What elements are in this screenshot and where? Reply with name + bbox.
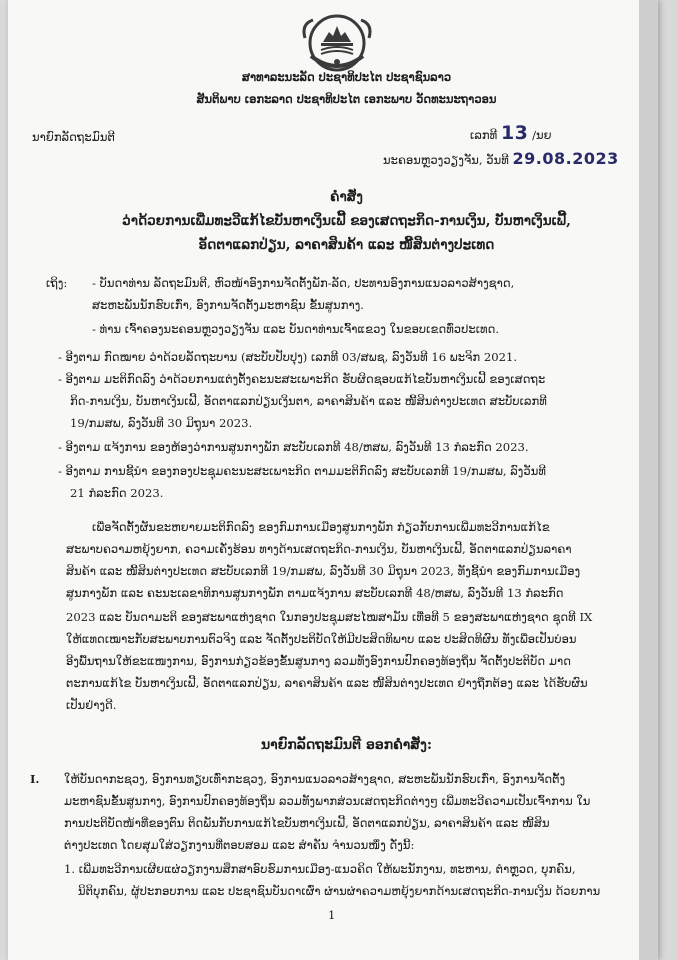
section-line: ການປະຕິບັດໜ້າທີ່ຂອງຕົນ ຕິດພັນກັບການແກ້ໄຂບັນຫາເງິນເຟີ້, ອັດຕາແລກປ່ຽນ, ລາຄາສິນຄ້າ ແລະ ໜີ້ສິນ: [64, 816, 550, 830]
issuing-office: ນາຍົກລັດຖະມົນຕີ: [32, 130, 115, 144]
national-emblem-icon: [299, 12, 375, 74]
body-line: ສິນຄ້າ ແລະ ໜີ້ສິນຕ່າງປະເທດ ສະບັບເລກທີ 19/ກມສພ, ລົງວັນທີ 30 ມິຖຸນາ 2023, ທັງຊີ້ນຳ ຂອງກົມການເມືອງ: [66, 564, 581, 578]
reference-item: - ອີງຕາມ ກົດໝາຍ ວ່າດ້ວຍລັດຖະບານ (ສະບັບປັບປຸງ) ເລກທີ 03/ສພຊ, ລົງວັນທີ 16 ພະຈິກ 2021.: [58, 350, 518, 364]
body-line: 2023 ແລະ ບັນດາມະຕິ ຂອງສະພາແຫ່ງຊາດ ໃນກອງປະຊຸມສະໄໝສາມັນ ເທື່ອທີ 5 ຂອງສະພາແຫ່ງຊາດ ຊຸດທີ IX: [66, 610, 593, 624]
document-page: [8, 0, 658, 960]
body-line: ຕະການແກ້ໄຂ ບັນຫາເງິນເຟີ້, ອັດຕາແລກປ່ຽນ, ລາຄາສິນຄ້າ ແລະ ໜີ້ສິນຕ່າງປະເທດ ຢ່າງຖືກຕ້ອງ ແລະ ໄດ້ຮັບຜົນ: [66, 676, 588, 690]
addressee-line: - ທ່ານ ເຈົ້າຄອງນະຄອນຫຼວງວຽງຈັນ ແລະ ບັນດາທ່ານເຈົ້າແຂວງ ໃນຂອບເຂດທົ່ວປະເທດ.: [92, 322, 500, 336]
reference-item: - ອີງຕາມ ແຈ້ງການ ຂອງຫ້ອງວ່າການສູນກາງພັກ ສະບັບເລກທີ 48/ຫສພ, ລົງວັນທີ 13 ກໍລະກົດ 2023.: [58, 440, 529, 454]
body-line: ສູນກາງພັກ ແລະ ຄະນະເລຂາທິການສູນກາງພັກ ຕາມແຈ້ງການ ສະບັບເລກທີ 48/ຫສພ, ລົງວັນທີ 13 ກໍລະກົດ: [66, 586, 564, 600]
document-date: [383, 148, 619, 171]
order-subject-line1: ວ່າດ້ວຍການເພີ່ມທະວີແກ້ໄຂບັນຫາເງິນເຟີ້ ຂອງເສດຖະກິດ-ການເງິນ, ບັນຫາເງິນເຟີ້,: [122, 213, 571, 229]
reference-item-cont: 19/ກມສພ, ລົງວັນທີ 30 ມິຖຸນາ 2023.: [70, 416, 253, 430]
addressee-label: ເຖິງ:: [46, 276, 68, 290]
addressee-line: ສະຫະພັນນັກຮົບເກົ່າ, ອົງການຈັດຕັ້ງມະຫາຊົນ ຂັ້ນສູນກາງ.: [92, 298, 364, 312]
body-line: ເປັນຢ່າງດີ.: [66, 698, 117, 712]
national-motto: ສັນຕິພາບ ເອກະລາດ ປະຊາທິປະໄຕ ເອກະພາບ ວັດທະນະຖາວອນ: [196, 92, 497, 106]
section-line: ມະຫາຊົນຂັ້ນສູນກາງ, ອົງການປົກຄອງທ້ອງຖິ່ນ ລວມທັງພາກສ່ວນເສດຖະກິດຕ່າງໆ ເພີ່ມທະວີຄວາມເປັນເຈົ້າການ ໃນ: [64, 794, 591, 808]
section-line: ຕ່າງປະເທດ ໂດຍສຸມໃສ່ວຽກງານທີ່ຕອບສອມ ແລະ ສຳຄັນ ຈຳນວນໜຶ່ງ ດັ່ງນີ້:: [64, 838, 415, 852]
body-line: ໃຫ້ແທດເໝາະກັບສະພາບການຕົວຈິງ ແລະ ຈັດຕັ້ງປະຕິບັດໃຫ້ມີປະສິດທິພາບ ແລະ ປະສິດທິຜົນ ທັງເພື່ອເປັນບ່ອນ: [66, 632, 577, 646]
page-edge: [639, 0, 658, 960]
body-line: ສະພາບຄວາມຫຍຸ້ງຍາກ, ຄວາມເຄັ່ງຮ້ອນ ທາງດ້ານເສດຖະກິດ-ການເງິນ, ບັນຫາເງິນເຟີ້, ອັດຕາແລກປ່ຽນລາຄາ: [66, 542, 572, 556]
reference-item: - ອີງຕາມ ມະຕິກົດລົງ ວ່າດ້ວຍການແຕ່ງຕັ້ງຄະນະສະເພາະກິດ ຮັບຜິດຊອບແກ້ໄຂບັນຫາເງິນເຟີ້ ຂອງເສດຖະ: [58, 372, 546, 386]
document-number: [470, 122, 552, 146]
number-prefix: ເລກທີ: [470, 128, 498, 142]
section-number: I.: [30, 772, 40, 786]
date-prefix: ນະຄອນຫຼວງວຽງຈັນ, ວັນທີ: [383, 153, 509, 167]
section-line: ໃຫ້ບັນດາກະຊວງ, ອົງການທຽບເທົ່າກະຊວງ, ອົງການແນວລາວສ້າງຊາດ, ສະຫະພັນນັກຮົບເກົ່າ, ອົງການຈັດຕັ້ງ: [64, 772, 566, 786]
number-value: 13: [500, 122, 529, 144]
body-line: ເພື່ອຈັດຕັ້ງຜັນຂະຫຍາຍມະຕິກົດລົງ ຂອງກົມການເມືອງສູນກາງພັກ ກ່ຽວກັບການເພີ່ມທະວີການແກ້ໄຂ: [92, 520, 550, 534]
date-value: 29.08.2023: [512, 149, 619, 168]
number-suffix: /ນຍ: [532, 128, 552, 142]
reference-item: - ອີງຕາມ ການຊີ້ນຳ ຂອງກອງປະຊຸມຄະນະສະເພາະກິດ ຕາມມະຕິກົດລົງ ສະບັບເລກທີ 19/ກມສພ, ລົງວັນທີ: [58, 464, 546, 478]
body-line: ອີງພື້ນຖານໃຫ້ຂະແໜງການ, ອົງການກ່ຽວຂ້ອງຂັ້ນສູນກາງ ລວມທັງອົງການປົກຄອງທ້ອງຖິ່ນ ຈັດຕັ້ງປະຕິບັດ ມາດ: [66, 654, 571, 668]
reference-item-cont: ກິດ-ການເງິນ, ບັນຫາເງິນເຟີ້, ອັດຕາແລກປ່ຽນເງິນຕາ, ລາຄາສິນຄ້າ ແລະ ໜີ້ສິນຕ່າງປະເທດ ສະບັບເລກທີ: [70, 394, 547, 408]
item-line: ນິຕິບຸກຄົນ, ຜູ້ປະກອບການ ແລະ ປະຊາຊົນບັນດາເຜົ່າ ຜ່ານຜ່າຄວາມຫຍຸ້ງຍາກດ້ານເສດຖະກິດ-ການເງິນ ດ້ວຍການ: [78, 884, 601, 898]
item-line: 1. ເພີ່ມທະວີການເຜີຍແຜ່ວຽກງານສຶກສາອົບຮົມການເມືອງ-ແນວຄິດ ໃຫ້ພະນັກງານ, ທະຫານ, ຕຳຫຼວດ, ບຸກຄົນ,: [64, 862, 576, 876]
reference-item-cont: 21 ກໍລະກົດ 2023.: [70, 486, 164, 500]
addressee-line: - ບັນດາທ່ານ ລັດຖະມົນຕີ, ຫົວໜ້າອົງການຈັດຕັ້ງພັກ-ລັດ, ປະທານອົງການແນວລາວສ້າງຊາດ,: [92, 276, 515, 290]
page-number: 1: [328, 908, 336, 922]
republic-name: ສາທາລະນະລັດ ປະຊາທິປະໄຕ ປະຊາຊົນລາວ: [241, 70, 452, 84]
order-title: ຄຳສັ່ງ: [330, 189, 363, 205]
orders-heading: ນາຍົກລັດຖະມົນຕີ ອອກຄຳສັ່ງ:: [260, 737, 433, 753]
order-subject-line2: ອັດຕາແລກປ່ຽນ, ລາຄາສິນຄ້າ ແລະ ໜີ້ສິນຕ່າງປະເທດ: [198, 237, 495, 253]
